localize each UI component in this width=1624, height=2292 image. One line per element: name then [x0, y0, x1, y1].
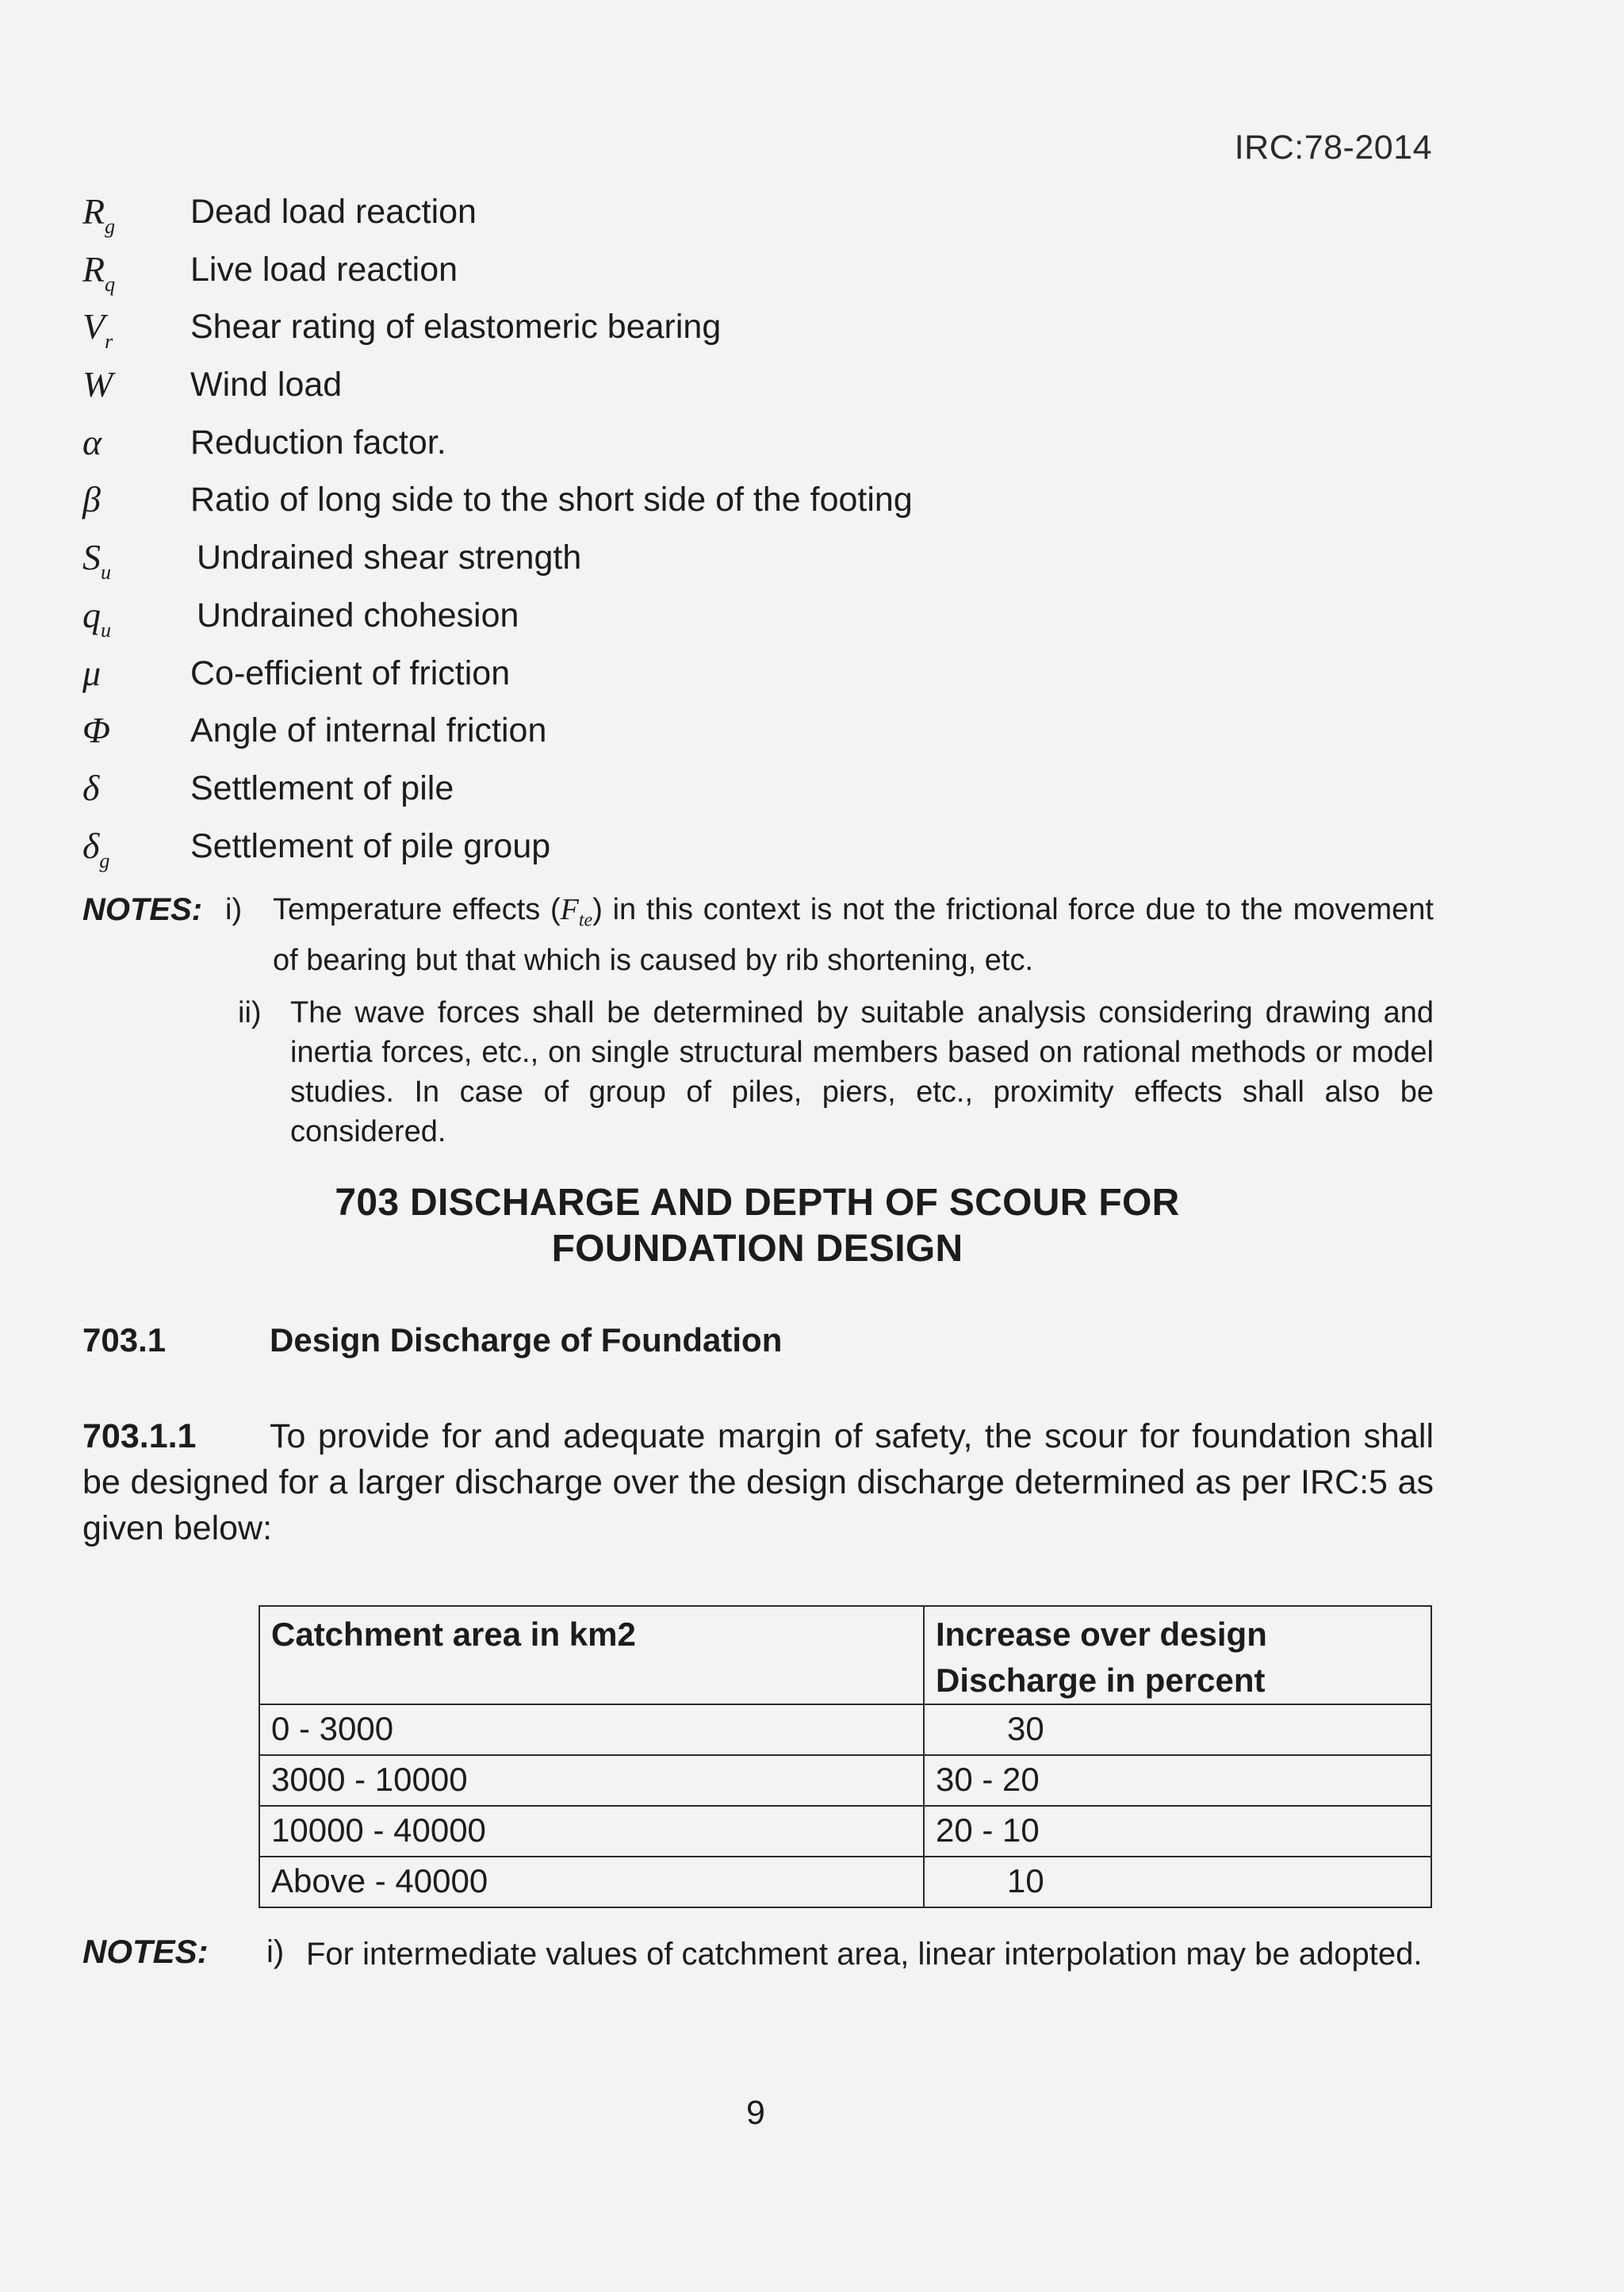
subsection-heading	[82, 1318, 782, 1363]
table-cell: 0 - 3000	[259, 1704, 924, 1755]
subsection-title: Design Discharge of Foundation	[270, 1321, 783, 1359]
discharge-table	[259, 1605, 1432, 1908]
section-title: 703 DISCHARGE AND DEPTH OF SCOUR FOR FOUNDATION DESIGN	[335, 1182, 1180, 1270]
page-number: 9	[746, 2094, 765, 2132]
symbol: W	[82, 364, 113, 405]
table-row	[259, 1857, 1431, 1907]
symbol-row	[82, 362, 1431, 420]
symbol: δ	[82, 767, 100, 808]
symbol-description: Angle of internal friction	[190, 711, 547, 750]
table-header: Catchment area in km2	[259, 1606, 924, 1704]
table-cell: 20 - 10	[924, 1806, 1431, 1857]
table-cell: 10000 - 40000	[259, 1806, 924, 1857]
notes-label: NOTES:	[82, 892, 203, 927]
symbol-row	[82, 592, 1431, 650]
symbol-description: Settlement of pile	[190, 768, 454, 807]
symbol-description: Dead load reaction	[190, 193, 477, 231]
paragraph-number: 703.1.1	[82, 1417, 197, 1455]
table-row	[259, 1806, 1431, 1857]
symbol-row	[82, 707, 1431, 765]
symbol: $\delta_g$	[82, 825, 110, 872]
symbol-description: Wind load	[190, 366, 343, 404]
paragraph-text: To provide for and adequate margin of safety, the scour for foundation shall be designed for a larger discharge over the design discharge determined as per IRC:5 as given below:	[82, 1417, 1434, 1547]
symbol-row	[82, 247, 1431, 305]
note-text: Temperature effects $(F_{te})$ in this context is not the frictional force due to the movement of bearing but that which is caused by rib shortening, etc.	[273, 893, 1434, 977]
note-number: ii)	[238, 996, 262, 1029]
symbol-row	[82, 650, 1431, 708]
symbol: $R_q$	[82, 248, 116, 296]
symbol-description: Shear rating of elastomeric bearing	[190, 308, 722, 347]
table-cell: 10	[924, 1857, 1431, 1907]
symbol-row	[82, 823, 1431, 881]
symbol-description: Reduction factor.	[190, 423, 446, 462]
table-cell: 30 - 20	[924, 1755, 1431, 1806]
note-number: i)	[225, 893, 243, 926]
symbol: $S_u$	[82, 537, 111, 584]
symbol: β	[82, 479, 101, 520]
symbol-row	[82, 535, 1431, 592]
symbol: $R_g$	[82, 191, 116, 238]
paragraph	[82, 1413, 1434, 1551]
subsection-number: 703.1	[82, 1321, 167, 1359]
symbol: μ	[82, 652, 102, 693]
table-cell: 30	[924, 1704, 1431, 1755]
note-text: The wave forces shall be determined by suitable analysis considering drawing and inertia forces, etc., on single structural members based on rational methods or model studies. In case of group of piles, piers, etc., proximity effects shall also be considered.	[290, 996, 1434, 1148]
note-number: i)	[266, 1934, 285, 1969]
note-text: For intermediate values of catchment area, linear interpolation may be adopted.	[306, 1937, 1423, 1972]
symbol-description: Undrained shear strength	[197, 539, 582, 577]
symbol-description: Ratio of long side to the short side of the footing	[190, 481, 913, 519]
symbol-row	[82, 420, 1431, 477]
table-row	[259, 1755, 1431, 1806]
table-header: Increase over design Discharge in percent	[924, 1606, 1431, 1704]
symbol: α	[82, 421, 102, 462]
symbol-row	[82, 477, 1431, 535]
table-header-row	[259, 1606, 1431, 1704]
symbol-row	[82, 304, 1431, 362]
symbol: $q_u$	[82, 594, 111, 642]
page-header-code: IRC:78-2014	[1234, 128, 1432, 167]
symbol-description: Co-efficient of friction	[190, 653, 511, 692]
symbol-list	[82, 189, 1431, 880]
symbol-row	[82, 765, 1431, 823]
table-row	[259, 1704, 1431, 1755]
symbol-row	[82, 189, 1431, 247]
symbol-description: Undrained chohesion	[197, 596, 519, 634]
symbol: $V_r$	[82, 306, 113, 354]
symbol-description: Live load reaction	[190, 250, 458, 289]
symbol: Φ	[82, 710, 111, 751]
table-cell: Above - 40000	[259, 1857, 924, 1907]
symbol-description: Settlement of pile group	[190, 826, 551, 865]
notes-label: NOTES:	[82, 1933, 209, 1970]
table-cell: 3000 - 10000	[259, 1755, 924, 1806]
